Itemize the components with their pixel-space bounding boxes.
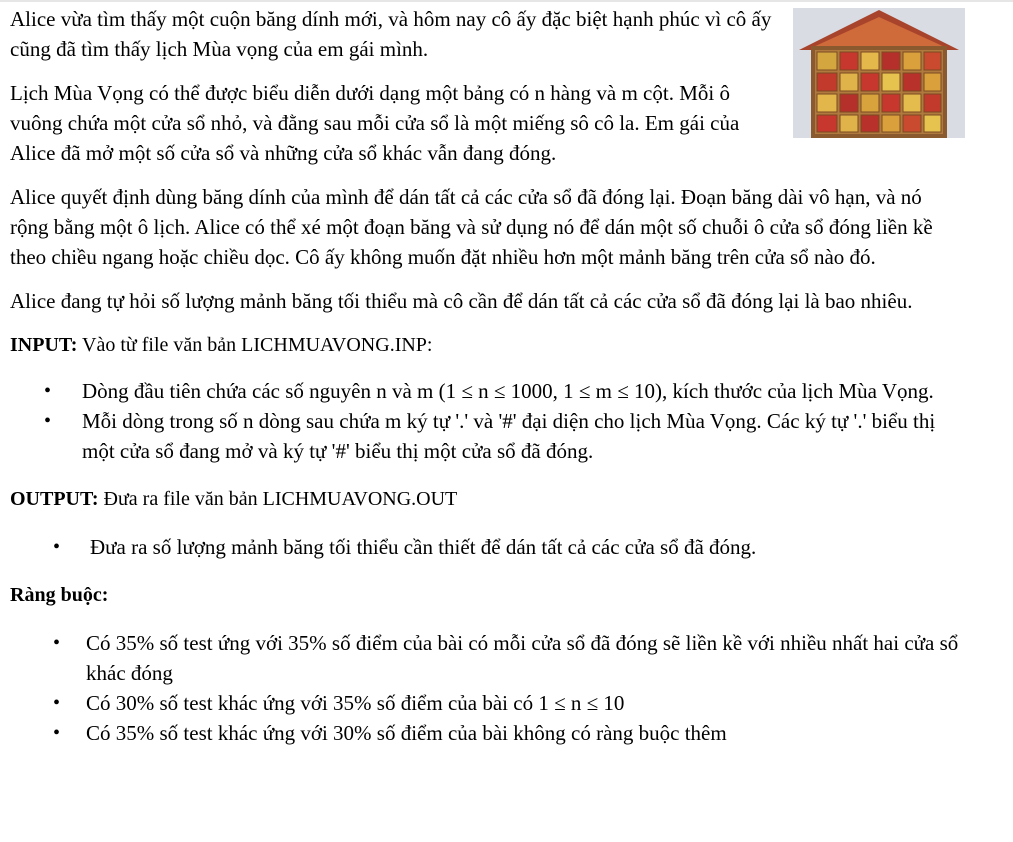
calendar-description-paragraph: Lịch Mùa Vọng có thể được biểu diễn dưới dạng một bảng có n hàng và m cột. Mỗi ô vuông chứa một cửa sổ nhỏ, và đằng sau mỗi cửa sổ là một miếng sô cô la. Em gái của Alice đã mở một số cửa sổ và những cửa sổ khác vẫn đang đóng.	[10, 81, 740, 165]
output-list	[10, 532, 965, 562]
output-label: OUTPUT:	[10, 488, 99, 510]
input-text: Vào từ file văn bản LICHMUAVONG.INP:	[82, 334, 433, 356]
bullet-icon: •	[44, 410, 52, 432]
intro-paragraph: Alice vừa tìm thấy một cuộn băng dính mới, và hôm nay cô ấy đặc biệt hạnh phúc vì cô ấy cũng đã tìm thấy lịch Mùa vọng của em gái mình.	[10, 7, 772, 61]
constraints-heading	[10, 580, 965, 610]
constraint-item-text: Có 35% số test ứng với 35% số điểm của bài có mỗi cửa sổ đã đóng sẽ liền kề với nhiều nhất hai cửa sổ khác đóng	[86, 631, 959, 685]
constraint-item-text: Có 35% số test khác ứng với 30% số điểm của bài không có ràng buộc thêm	[86, 721, 727, 745]
constraint-item-3	[10, 718, 965, 748]
constraints-label: Ràng buộc:	[10, 584, 109, 606]
input-list	[10, 376, 965, 466]
advent-calendar-image	[793, 8, 965, 138]
input-label: INPUT:	[10, 334, 78, 356]
input-heading	[10, 330, 965, 360]
input-item-2	[10, 406, 965, 466]
output-item-1	[10, 532, 965, 562]
constraint-item-1	[10, 628, 965, 688]
top-border	[0, 0, 1013, 2]
tape-rules-paragraph: Alice quyết định dùng băng dính của mình để dán tất cả các cửa sổ đã đóng lại. Đoạn băng dài vô hạn, và nó rộng bằng một ô lịch. Alice có thể xé một đoạn băng và sử dụng nó để dán một số chuỗi ô cửa sổ đóng liền kề theo chiều ngang hoặc chiều dọc. Cô ấy không muốn đặt nhiều hơn một mảnh băng trên cửa sổ nào đó.	[10, 185, 933, 269]
input-item-text: Dòng đầu tiên chứa các số nguyên n và m (1 ≤ n ≤ 1000, 1 ≤ m ≤ 10), kích thước của lịch Mùa Vọng.	[82, 379, 934, 403]
constraint-item-text: Có 30% số test khác ứng với 35% số điểm của bài có 1 ≤ n ≤ 10	[86, 691, 625, 715]
input-item-1	[10, 376, 965, 406]
bullet-icon: •	[53, 536, 61, 558]
output-item-text: Đưa ra số lượng mảnh băng tối thiểu cần thiết để dán tất cả các cửa sổ đã đóng.	[90, 535, 757, 559]
bullet-icon: •	[53, 692, 61, 714]
constraints-list	[10, 628, 965, 748]
output-heading	[10, 484, 965, 514]
constraint-item-2	[10, 688, 965, 718]
bullet-icon: •	[44, 380, 52, 402]
bullet-icon: •	[53, 632, 61, 654]
question-paragraph: Alice đang tự hỏi số lượng mảnh băng tối thiểu mà cô cần để dán tất cả các cửa sổ đã đóng lại là bao nhiêu.	[10, 289, 913, 313]
input-item-text: Mỗi dòng trong số n dòng sau chứa m ký tự '.' và '#' đại diện cho lịch Mùa Vọng. Các ký tự '.' biểu thị một cửa sổ đang mở và ký tự '#' biểu thị một cửa sổ đã đóng.	[82, 409, 936, 463]
document-page	[10, 4, 965, 748]
output-text: Đưa ra file văn bản LICHMUAVONG.OUT	[103, 488, 458, 510]
bullet-icon: •	[53, 722, 61, 744]
